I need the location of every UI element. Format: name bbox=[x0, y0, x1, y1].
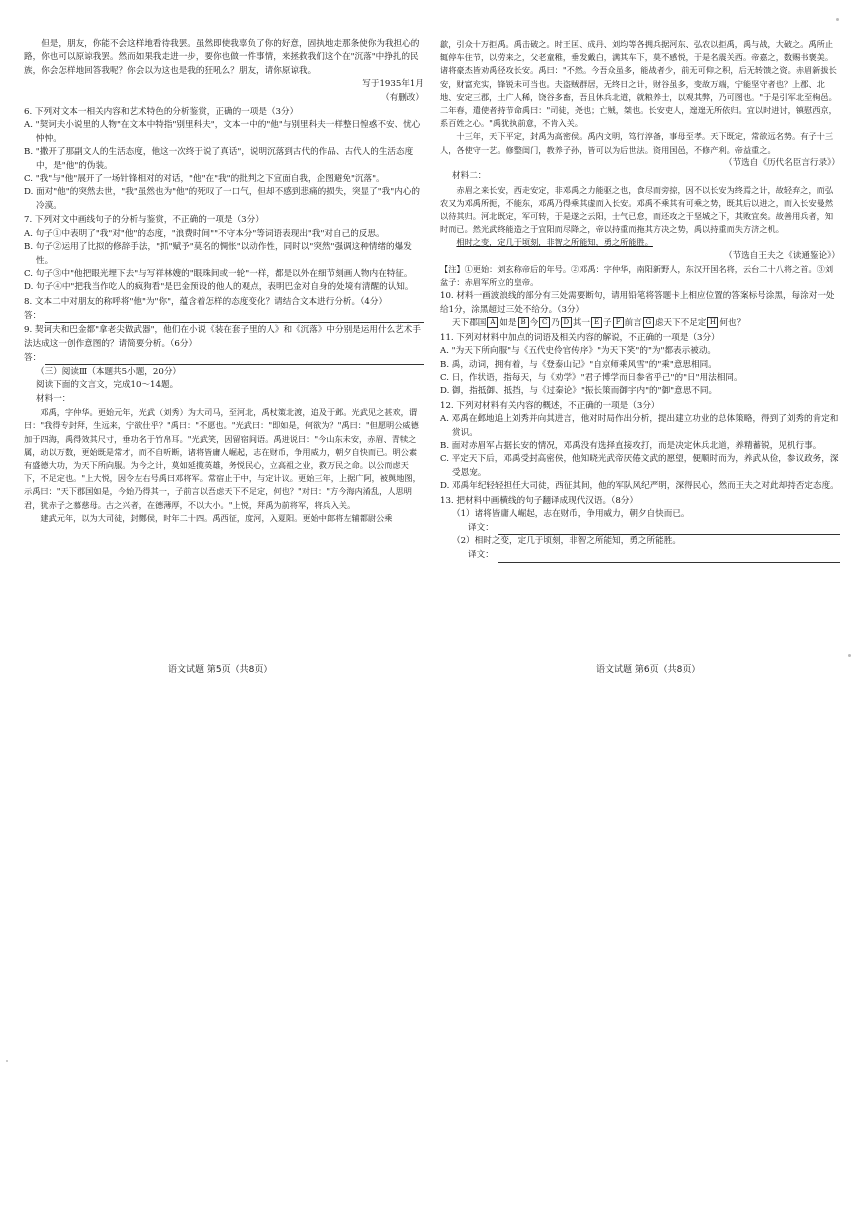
answer-line[interactable] bbox=[24, 309, 424, 323]
option-b: B. 句子②运用了比拟的修辞手法，"抓"赋予"莫名的惆怅"以动作性，同时以"突然"强调这种情绪的爆发性。 bbox=[24, 242, 412, 266]
scan-speck bbox=[836, 18, 839, 21]
option-c: C. 平定天下后，邓禹受封高密侯，他知晓光武帝厌倦文武的愿望，便顺时而为，养武从俭，参议政务，深受恩宠。 bbox=[440, 454, 839, 478]
question-8 bbox=[24, 296, 424, 323]
question-7 bbox=[24, 214, 424, 294]
question-stem: 13. 把材料中画横线的句子翻译成现代汉语。（8分） bbox=[440, 495, 639, 506]
question-stem: 7. 下列对文中画线句子的分析与鉴赏，不正确的一项是（3分） bbox=[24, 215, 264, 226]
classical-text-paragraph: 建武元年，以为大司徒，封酂侯，时年二十四。禹西征，度河，入夏阳。更始中郎将左辅都尉公乘 bbox=[40, 512, 393, 523]
question-9 bbox=[24, 324, 424, 365]
option-c: C. "我"与"他"展开了一场针锋相对的对话，"他"在"我"的批判之下宣面自我，企图避免"沉落"。 bbox=[24, 174, 385, 185]
option-d: D. 句子④中"把我当作吃人的疯狗看"是巴金预设的他人的观点，表明巴金对自身的处境有清醒的认知。 bbox=[24, 282, 414, 293]
question-stem: 6. 下列对文本一相关内容和艺术特色的分析鉴赏，正确的一项是（3分） bbox=[24, 107, 299, 118]
break-box-a[interactable]: A bbox=[487, 317, 498, 328]
sentence-break-line: 天下郡国 A 如是 B 今 C 乃 D 其一 E 子 F 前言 G 虑天下不足定 H 何也？ bbox=[452, 318, 746, 329]
break-box-e[interactable]: E bbox=[591, 317, 602, 328]
translation-sentence-1: （1）诸将皆庸人崛起，志在财币，争用威力，朝夕自快而已。 bbox=[452, 508, 690, 519]
answer-label: 译文： bbox=[468, 522, 494, 533]
date-line: 写于1935年1月 bbox=[362, 79, 424, 90]
option-d: D. 御，指抵御、抵挡，与《过秦论》"振长策而御宇内"的"御"意思不同。 bbox=[440, 386, 718, 397]
break-box-g[interactable]: G bbox=[643, 317, 654, 328]
page-footer-right: 语文试题 第6页（共8页） bbox=[596, 665, 701, 675]
scan-speck bbox=[848, 654, 851, 657]
intro-paragraph: 但是，朋友，你能不会这样地看待我罢。虽然即使我辜负了你的好意，固执地走那条使你为我担心的路，你也可以原谅我罢。然而如果我走进一步，要你也做一件事情，来拯救我们这个在"沉落"中挣扎的民族，你会怎样地回答我呢？你会以为这也是我的狂吼么？朋友，请你原谅我。 bbox=[24, 39, 420, 76]
break-box-d[interactable]: D bbox=[561, 317, 572, 328]
option-b: B. 面对赤眉军占据长安的情况，邓禹没有选择直接攻打，而是决定休兵北道，养精蓄锐，见机行事。 bbox=[440, 440, 822, 451]
left-page-column bbox=[24, 38, 424, 525]
question-stem: 9. 契诃夫和巴金都"拿老尖做武器"，他们在小说《装在套子里的人》和《沉落》中分别是运用什么艺术手法达成这一创作意图的？请简要分析。（6分） bbox=[24, 325, 421, 349]
question-6 bbox=[24, 106, 424, 213]
translation-answer-line-1[interactable] bbox=[440, 521, 840, 535]
translation-sentence-2: （2）相时之变，定几于顷刻，非智之所能知，勇之所能胜。 bbox=[452, 536, 681, 547]
question-stem: 8. 文本二中对朋友的称呼将"他"为"你"，蕴含着怎样的态度变化？请结合文本进行分析。（4分） bbox=[24, 296, 388, 307]
answer-line[interactable] bbox=[24, 351, 424, 365]
translation-answer-line-2[interactable] bbox=[440, 549, 840, 563]
break-box-f[interactable]: F bbox=[613, 317, 624, 328]
source-note: （有删改） bbox=[381, 92, 424, 103]
option-d: D. 面对"他"的突然去世，"我"虽然也为"他"的死叹了一口气，但却不感到悲痛的损失，突显了"我"内心的冷漠。 bbox=[24, 187, 421, 211]
break-box-h[interactable]: H bbox=[707, 317, 718, 328]
question-10 bbox=[440, 290, 840, 330]
answer-label: 译文： bbox=[468, 550, 494, 561]
page-footer-left: 语文试题 第5页（共8页） bbox=[168, 665, 273, 675]
source-citation: （节选自王夫之《读通鉴论》） bbox=[723, 250, 840, 261]
underlined-sentence: 相时之变，定几于顷刻，非智之所能知，勇之所能胜。 bbox=[456, 237, 653, 248]
option-a: A. "契诃夫小说里的人物"在文本中特指"别里科夫"，文本一中的"他"与别里科夫一样整日惶惑不安、忧心忡忡。 bbox=[24, 120, 421, 144]
question-12 bbox=[440, 400, 840, 494]
right-page-column bbox=[440, 38, 840, 563]
question-stem: 10. 材料一画波浪线的部分有三处需要断句，请用铅笔将答题卡上相应位置的答案标号涂黑，每涂对一处给1分，涂黑超过三处不给分。（3分） bbox=[440, 291, 835, 315]
material-2-label: 材料二： bbox=[452, 171, 487, 182]
option-b: B. 禹，动词，拥有着，与《登泰山记》"自京师乘风雪"的"乘"意思相同。 bbox=[440, 359, 717, 370]
question-13 bbox=[440, 495, 840, 563]
break-box-c[interactable]: C bbox=[539, 317, 550, 328]
option-a: A. "为天下所向服"与《五代史伶官传序》"为天下笑"的"为"都表示被动。 bbox=[440, 346, 717, 357]
section-instruction: 阅读下面的文言文，完成10～14题。 bbox=[36, 380, 179, 391]
option-c: C. 日，作状语，指每天，与《劝学》"君子博学而日参省乎己"的"日"用法相同。 bbox=[440, 372, 743, 383]
break-box-b[interactable]: B bbox=[518, 317, 529, 328]
question-stem: 11. 下列对材料中加点的词语及相关内容的解说，不正确的一项是（3分） bbox=[440, 332, 720, 343]
answer-label: 答： bbox=[24, 352, 42, 363]
option-a: A. 邓禹在邺地追上刘秀并向其进言，他对时局作出分析，提出建立功业的总体策略，得到了刘秀的肯定和赏识。 bbox=[440, 414, 839, 438]
option-d: D. 邓禹年纪轻轻担任大司徒，西征其间，他的军队风纪严明，深得民心，然而王夫之对此却持否定态度。 bbox=[440, 481, 839, 492]
classical-text-paragraph: 歙，引众十万拒禹。禹击破之。时王匡、成丹、刘均等各拥兵据河东、弘农以拒禹，禹与战，大破之。禹所止辄停车住节，以劳来之，父老童稚，垂发戴白，满其车下，莫不感悦，于是名震关西。帝嘉之，数赐书褒美。诸将豪杰皆劝禹径攻长安。禹曰："不然。今吾众虽多，能战者少，前无可仰之积，后无转馈之资。赤眉新拔长安，财富充实，锋锐未可当也。夫盗贼群居，无终日之计，财谷虽多，变故万端，宁能坚守者也？上郡、北地、安定三郡，土广人稀，饶谷多畜，吾且休兵北道，就粮养士，以观其弊，乃可图也。"于是引军北至栒邑。二年春，遣使者持节命禹曰："司徒，尧也；亡贼，桀也。长安吏人，遑遑无所依归。宜以时进讨，镇慰西京，系百姓之心。"禹犹执前意，不肯入关。 bbox=[440, 39, 837, 129]
section-3 bbox=[24, 366, 424, 525]
scan-speck bbox=[6, 1060, 8, 1062]
classical-text-paragraph: 十三年，天下平定，封禹为高密侯。禹内文明，笃行淳备，事母至孝。天下既定，常欲远名势。有子十三人，各使守一艺。修整闺门，教养子孙，皆可以为后世法。资用国邑，不修产利。帝益重之。 bbox=[440, 131, 834, 155]
option-c: C. 句子③中"他把眼光埋下去"与写祥林嫂的"眼珠间或一轮"一样，都是以外在细节刻画人物内在特征。 bbox=[24, 268, 413, 279]
material-1-label: 材料一： bbox=[36, 393, 71, 404]
option-a: A. 句子①中表明了"我"对"他"的态度，"浪费时间""不守本分"等词语表现出"我"对自己的反思。 bbox=[24, 228, 385, 239]
question-stem: 12. 下列对材料有关内容的概述，不正确的一项是（3分） bbox=[440, 400, 660, 411]
classical-text-paragraph: 赤眉之来长安，西走安定，非邓禹之力能驱之也，食尽而旁掠，因不以长安为终焉之计，故轻弃之，而弘农又为邓禹所扼，不能东，邓禹乃得乘其虚而入长安。邓禹不乘其有可乘之势，既其后以进之，而入长安曼然以待其归。河北既定，军可转，于是遂之云阳，士气已怠，而还攻之于坚城之下，其败宜矣。故善用兵者，知时而已。然光武终能造之于宜阳而尽降之，帝以持重而拖其方决之势，禹以持重而失方济之机。 bbox=[440, 184, 834, 235]
source-citation: （节选自《历代名臣言行录》） bbox=[723, 157, 840, 168]
section-heading: （三）阅读Ⅲ（本题共5小题，20分） bbox=[36, 366, 182, 377]
option-b: B. "撒开了那副文人的生活态度，他这一次终于说了真话"，说明沉落到古代的作品、古代人的生活态度中，是"他"的伪装。 bbox=[24, 147, 414, 171]
classical-text-paragraph: 邓禹，字仲华。更始元年，光武（刘秀）为大司马，至河北，禹杖策北渡，追及于邺。光武见之甚欢，谓曰："我得专封拜，生远来，宁欲仕乎？"禹曰："不愿也。"光武曰："即如是，何欲为？"禹曰："但愿明公威德加于四海，禹得效其尺寸，垂功名于竹帛耳。"光武笑，因留宿间语。禹进说曰："今山东未安，赤眉、青犊之属，动以万数，更始既是常才，而不自听断，诸将皆庸人崛起，志在财币，争用威力，朝夕自快而已。明公素有盛德大功，为天下所向服。为今之计，莫如延揽英雄，务悦民心，立高祖之业，救万民之命。以公而虑天下，不足定也。"上大悦，因令左右号禹曰邓将军。常宿止于中，与定计议。更始三年，上据广阿，被舆地图，示禹曰："天下郡国如是，今始乃得其一，子前言以吾虑天下不足定，何也？"对曰："方今海内淆乱，人思明君，犹赤子之慕慈母。古之兴者，在德薄厚，不以大小。"上悦，拜禹为前将军，将兵入关。 bbox=[24, 407, 421, 510]
answer-label: 答： bbox=[24, 310, 42, 321]
annotation-note: 【注】①更始：刘玄称帝后的年号。②邓禹：字仲华，南阳新野人，东汉开国名将，云台二十八将之首。③刘盆子：赤眉军所立的皇帝。 bbox=[440, 264, 834, 288]
question-11 bbox=[440, 332, 840, 399]
